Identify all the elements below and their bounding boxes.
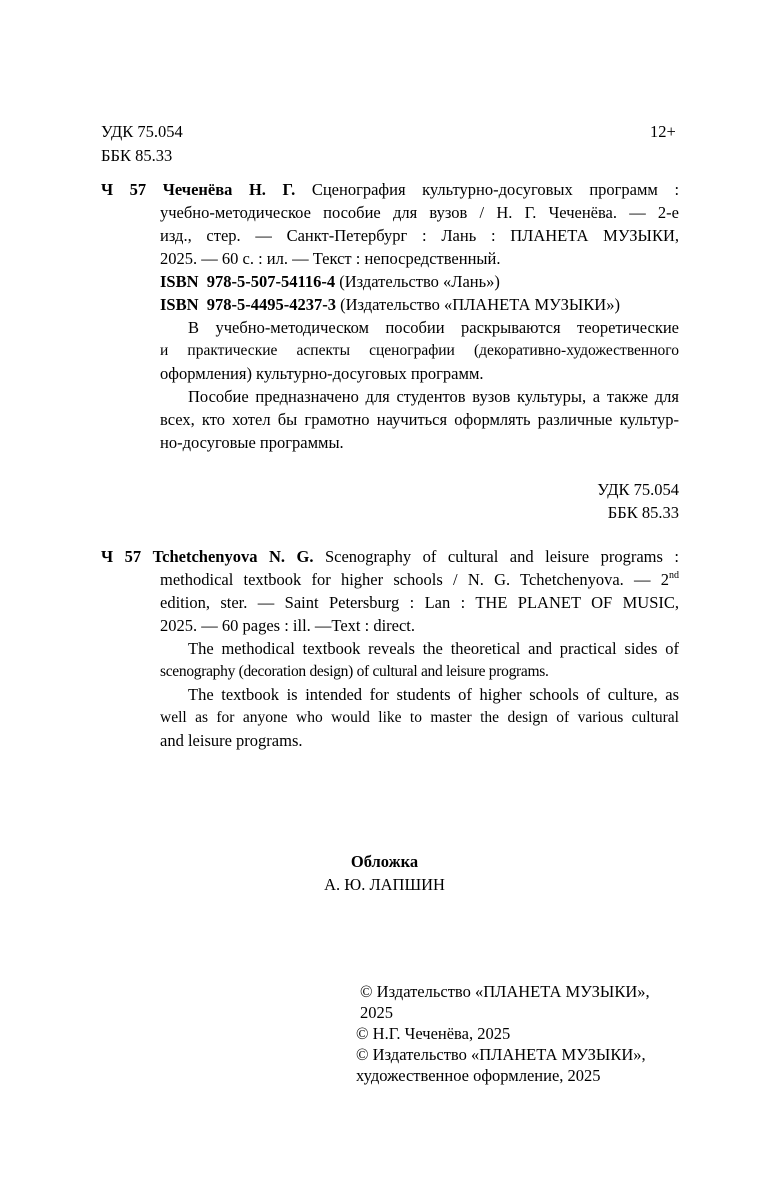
ru-record-title: Сценография культурно-досуговых программ : [311, 180, 680, 199]
isbn-publisher: (Издательство «Лань») [339, 272, 500, 291]
en-record-author: Tchetchenyova N. G. [152, 547, 314, 566]
ru-record-line: 2025. — 60 с. : ил. — Текст : непосредственный. [160, 249, 501, 268]
isbn-number: 978-5-4495-4237-3 [206, 295, 337, 314]
ru-record-author: Чеченёва Н. Г. [162, 180, 296, 199]
en-record-code: Ч 57 [101, 547, 142, 566]
copyright-line: © Издательство «ПЛАНЕТА МУЗЫКИ», [356, 1045, 646, 1064]
isbn-number: 978-5-507-54116-4 [206, 272, 336, 291]
ru-record-first-line [101, 178, 679, 201]
ru-abstract-line: но-досуговые программы. [160, 433, 344, 452]
en-record-line [160, 568, 679, 591]
copyright-line: © Издательство «ПЛАНЕТА МУЗЫКИ», [360, 982, 650, 1001]
isbn-publisher: (Издательство «ПЛАНЕТА МУЗЫКИ») [340, 295, 620, 314]
ru-record-code: Ч 57 [101, 180, 147, 199]
isbn-label: ISBN [160, 272, 199, 291]
en-abstract-line: scenography (decoration design) of cultural and leisure programs. [160, 663, 549, 680]
bbk-header: ББК 85.33 [101, 146, 173, 165]
udk-mid: УДК 75.054 [597, 480, 679, 499]
isbn-line [160, 270, 500, 293]
isbn-line [160, 293, 620, 316]
en-record-line: edition, ster. — Saint Petersburg : Lan : THE PLANET OF MUSIC, [160, 593, 679, 612]
copyright-line: художественное оформление, 2025 [356, 1066, 601, 1085]
age-rating: 12+ [650, 122, 676, 141]
ru-abstract-line: оформления) культурно-досуговых программ. [160, 364, 484, 383]
en-abstract-line: well as for anyone who would like to master the design of various cultural [160, 709, 679, 726]
ru-abstract-line: Пособие предназначено для студентов вузов культуры, а также для [188, 387, 679, 406]
copyright-line: 2025 [360, 1003, 393, 1022]
ru-abstract-line: В учебно-методическом пособии раскрываются теоретические [188, 318, 679, 337]
udk-header: УДК 75.054 [101, 122, 183, 141]
edition-superscript: nd [669, 569, 679, 581]
en-record-title: Scenography of cultural and leisure programs : [324, 547, 680, 566]
en-record-first-line [101, 545, 679, 568]
bbk-mid: ББК 85.33 [607, 503, 679, 522]
ru-abstract-line: и практические аспекты сценографии (декоративно-художественного [160, 342, 679, 359]
en-record-line: 2025. — 60 pages : ill. —Text : direct. [160, 616, 416, 635]
isbn-label: ISBN [160, 295, 199, 314]
cover-credit-label: Обложка [350, 852, 419, 871]
en-record-line-text: methodical textbook for higher schools / N. G. Tchetchenyova. — 2 [160, 570, 669, 589]
ru-record-line: учебно-методическое пособие для вузов / Н. Г. Чеченёва. — 2-е [160, 203, 679, 222]
copyright-line: © Н.Г. Чеченёва, 2025 [356, 1024, 511, 1043]
en-abstract-line: and leisure programs. [160, 731, 303, 750]
en-abstract-line: The textbook is intended for students of higher schools of culture, as [188, 685, 679, 704]
cover-credit-name: А. Ю. ЛАПШИН [324, 875, 445, 894]
ru-record-line: изд., стер. — Санкт-Петербург : Лань : ПЛАНЕТА МУЗЫКИ, [160, 226, 679, 245]
ru-abstract-line: всех, кто хотел бы грамотно научиться оформлять различные культур- [160, 410, 679, 429]
en-abstract-line: The methodical textbook reveals the theoretical and practical sides of [188, 639, 679, 658]
